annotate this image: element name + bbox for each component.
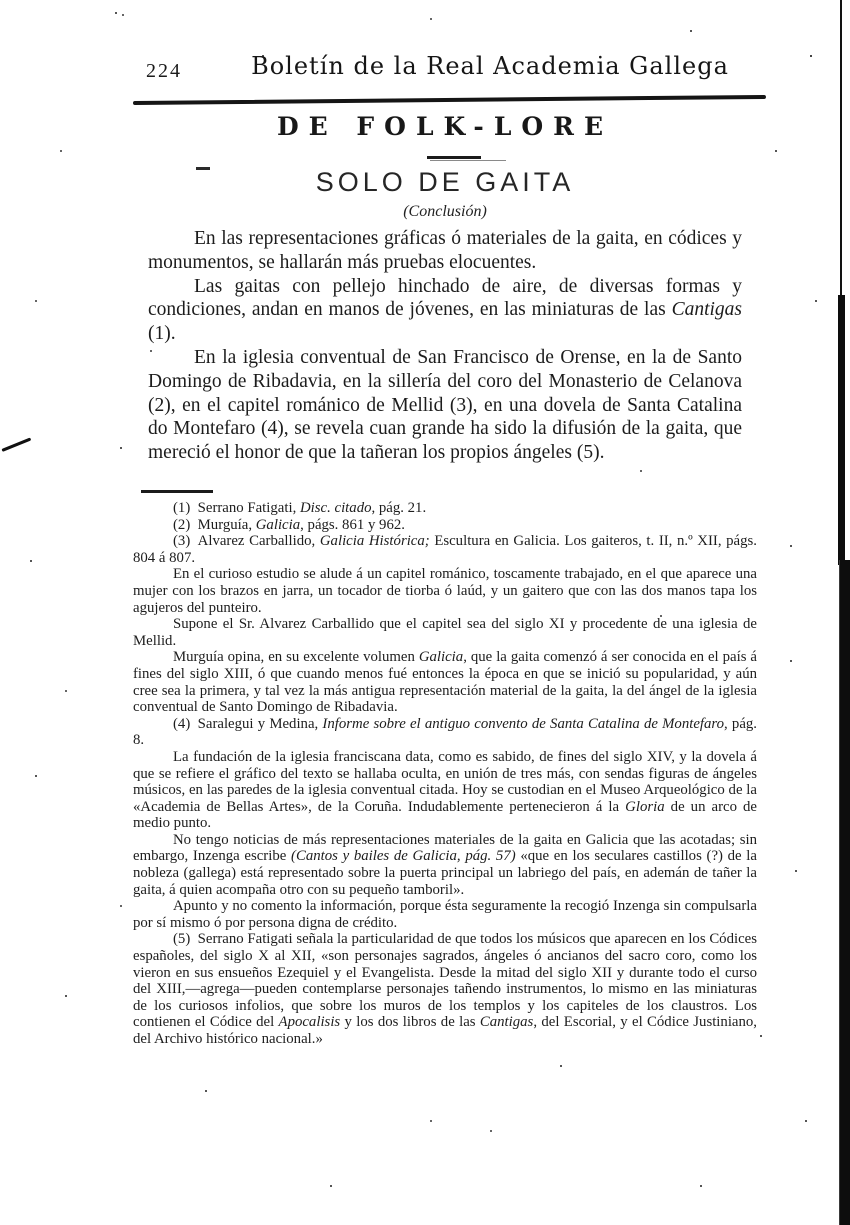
footnotes — [133, 500, 757, 1048]
scan-gutter-line — [840, 0, 842, 300]
footnote-separator — [141, 490, 213, 493]
footnote-paragraph: (4) Saralegui y Medina, Informe sobre el antiguo convento de Santa Catalina de Montefaro, pág. 8. — [133, 715, 757, 749]
scan-gutter-bar-wide — [839, 560, 850, 1225]
footnote-paragraph: Murguía opina, en su excelente volumen Galicia, que la gaita comenzó á ser conocida en el país á fines del siglo XIII, ó que cuando menos fué entonces la época en que se inició su popularidad, y aún cree sea la primera, y tal vez la más antigua representación material de la gaita, la del ángel de la iglesia conventual de Santo Domingo de Ribadavia. — [133, 649, 757, 716]
footnote-paragraph: Supone el Sr. Alvarez Carballido que el capitel sea del siglo XI y procedente de una iglesia de Mellid. — [133, 616, 757, 649]
title-divider — [427, 156, 481, 159]
body-paragraph: En la iglesia conventual de San Francisco de Orense, en la de Santo Domingo de Ribadavia, en la sillería del coro del Monasterio de Celanova (2), en el capitel románico de Mellid (3), en una dovela de Santa Catalina do Montefaro (4), se revela cuan grande ha sido la difusión de la gaita, que mereció el honor de que la tañeran los propios ángeles (5). — [148, 346, 742, 464]
footnote-paragraph: Apunto y no comento la información, porque ésta seguramente la recogió Inzenga sin compulsarla por sí mismo ó por persona digna de crédito. — [133, 898, 757, 931]
footnote-paragraph: (5) Serrano Fatigati señala la particularidad de que todos los músicos que aparecen en los Códices españoles, del siglo X al XII, «son personajes sagrados, ángeles ó ancianos del sacro coro, como los vieron en sus ensueños Ezequiel y el Evangelista. Desde la mitad del siglo XII y durante todo el curso del XIII,—agrega—pueden contemplarse personajes tañendo instrumentos, lo mismo en las miniaturas de los curiosos infolios, que sobre los muros de los templos y los capiteles de los claustros. Los contienen el Códice del Apocalisis y los dos libros de las Cantigas, del Escorial, y el Códice Justiniano, del Archivo histórico nacional.» — [133, 931, 757, 1047]
footnote-paragraph: (1) Serrano Fatigati, Disc. citado, pág. 21. — [173, 500, 427, 516]
footnote-paragraph: (3) Alvarez Carballido, Galicia Histórica; Escultura en Galicia. Los gaiteros, t. II, n.º XII, págs. 804 á 807. — [133, 533, 757, 566]
footnote-paragraph: La fundación de la iglesia franciscana data, como es sabido, de fines del siglo XIV, y la dovela á que se refiere el gráfico del texto se hallaba oculta, en unión de tres más, con sendas figuras de ángeles músicos, en las paredes de la iglesia conventual citada. Hoy se custodian en el Museo Arqueológico de la «Academia de Bellas Artes», de la Coruña. Indudablemente pertenecieron á la Gloria de un arco de medio punto. — [133, 748, 757, 832]
section-title: DE FOLK-LORE — [276, 112, 613, 141]
page-number: 224 — [146, 60, 182, 82]
body-paragraph: Las gaitas con pellejo hinchado de aire, de diversas formas y condiciones, andan en manos de jóvenes, en las miniaturas de las Cantigas (1). — [148, 275, 742, 345]
scan-noise-specks — [0, 0, 2, 2]
body-paragraph: En las representaciones gráficas ó materiales de la gaita, en códices y monumentos, se hallarán más pruebas elocuentes. — [148, 228, 742, 273]
article-subtitle: (Conclusión) — [403, 203, 487, 220]
journal-title: Boletín de la Real Academia Gallega — [251, 52, 729, 80]
body-paragraphs — [148, 227, 742, 465]
footnote-paragraph: (2) Murguía, Galicia, págs. 861 y 962. — [173, 516, 405, 533]
footnote-paragraph: No tengo noticias de más representaciones materiales de la gaita en Galicia que las acotadas; sin embargo, Inzenga escribe (Cantos y bailes de Galicia, pág. 57) «que en los seculares castillos (?) de la nobleza (gallega) está representado sobre la puerta principal un labriego del país, en ademán de tañer la gaita, á quien acompaña otro con su pequeño tamboril». — [133, 831, 757, 898]
footnote-paragraph: En el curioso estudio se alude á un capitel románico, toscamente trabajado, en el que aparece una mujer con los brazos en jarra, un tocador de tiorba ó laúd, y un gaitero que con las dos manos tapa los agujeros del punteiro. — [133, 566, 757, 616]
article-title: SOLO DE GAITA — [315, 167, 575, 197]
pen-slash-mark — [1, 437, 31, 451]
scan-gutter-bar-mid — [838, 295, 845, 565]
header-rule — [133, 95, 766, 105]
